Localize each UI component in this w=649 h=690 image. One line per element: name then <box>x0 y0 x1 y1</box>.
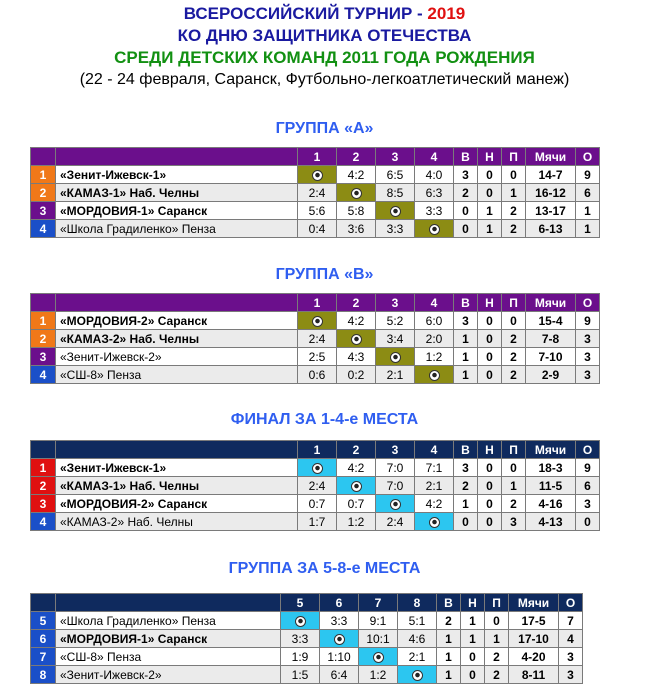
match-result: 0:7 <box>337 495 376 513</box>
losses-value: 2 <box>502 348 526 366</box>
header-wins: В <box>437 594 461 612</box>
self-match-cell <box>320 630 359 648</box>
match-result: 4:0 <box>415 166 454 184</box>
position-badge: 1 <box>31 459 56 477</box>
header-wins: В <box>454 294 478 312</box>
position-badge: 2 <box>31 477 56 495</box>
draws-value: 0 <box>478 184 502 202</box>
losses-value: 2 <box>502 220 526 238</box>
soccer-ball-icon <box>295 616 306 627</box>
goals-value: 7-10 <box>526 348 576 366</box>
header-losses: П <box>502 441 526 459</box>
wins-value: 1 <box>454 330 478 348</box>
soccer-ball-icon <box>412 670 423 681</box>
match-result: 3:6 <box>337 220 376 238</box>
header-goals: Мячи <box>509 594 559 612</box>
draws-value: 0 <box>461 666 485 684</box>
header-draws: Н <box>478 148 502 166</box>
soccer-ball-icon <box>373 652 384 663</box>
header-opponent: 2 <box>337 148 376 166</box>
header-goals: Мячи <box>526 148 576 166</box>
table-row <box>31 459 600 477</box>
self-match-cell <box>337 330 376 348</box>
table-row <box>31 166 600 184</box>
title-year: 2019 <box>427 4 466 23</box>
match-result: 2:4 <box>298 184 337 202</box>
team-name: «КАМАЗ-2» Наб. Челны <box>56 330 298 348</box>
points-value: 6 <box>576 477 600 495</box>
losses-value: 0 <box>485 612 509 630</box>
team-name: «Зенит-Ижевск-1» <box>56 166 298 184</box>
points-value: 6 <box>576 184 600 202</box>
draws-value: 0 <box>478 477 502 495</box>
match-result: 6:4 <box>320 666 359 684</box>
position-badge: 6 <box>31 630 56 648</box>
goals-value: 2-9 <box>526 366 576 384</box>
draws-value: 0 <box>461 648 485 666</box>
match-result: 1:5 <box>281 666 320 684</box>
match-result: 2:4 <box>298 477 337 495</box>
match-result: 2:1 <box>398 648 437 666</box>
team-name: «КАМАЗ-1» Наб. Челны <box>56 477 298 495</box>
wins-value: 1 <box>437 666 461 684</box>
goals-value: 4-20 <box>509 648 559 666</box>
match-result: 7:0 <box>376 459 415 477</box>
self-match-cell <box>376 202 415 220</box>
header-opponent: 2 <box>337 294 376 312</box>
goals-value: 14-7 <box>526 166 576 184</box>
table-row <box>31 513 600 531</box>
soccer-ball-icon <box>351 188 362 199</box>
header-draws: Н <box>478 294 502 312</box>
losses-value: 2 <box>502 202 526 220</box>
header-losses: П <box>485 594 509 612</box>
header-opponent: 3 <box>376 148 415 166</box>
wins-value: 0 <box>454 513 478 531</box>
self-match-cell <box>376 495 415 513</box>
draws-value: 0 <box>478 459 502 477</box>
points-value: 3 <box>576 348 600 366</box>
goals-value: 15-4 <box>526 312 576 330</box>
table-header-row <box>31 441 600 459</box>
match-result: 1:2 <box>415 348 454 366</box>
soccer-ball-icon <box>429 370 440 381</box>
draws-value: 1 <box>461 612 485 630</box>
wins-value: 1 <box>437 648 461 666</box>
soccer-ball-icon <box>312 170 323 181</box>
wins-value: 3 <box>454 312 478 330</box>
tournament-subtitle: КО ДНЮ ЗАЩИТНИКА ОТЕЧЕСТВА <box>177 26 472 45</box>
position-badge: 1 <box>31 312 56 330</box>
tournament-dates: (22 - 24 февраля, Саранск, Футбольно-легкоатлетический манеж) <box>79 71 570 88</box>
points-value: 3 <box>559 648 583 666</box>
points-value: 0 <box>576 513 600 531</box>
standings-table-4 <box>30 593 583 684</box>
position-badge: 2 <box>31 330 56 348</box>
soccer-ball-icon <box>390 206 401 217</box>
points-value: 9 <box>576 166 600 184</box>
draws-value: 0 <box>478 513 502 531</box>
match-result: 5:1 <box>398 612 437 630</box>
table-row <box>31 630 583 648</box>
team-name: «Зенит-Ижевск-1» <box>56 459 298 477</box>
position-badge: 2 <box>31 184 56 202</box>
header-opponent: 1 <box>298 294 337 312</box>
wins-value: 2 <box>454 477 478 495</box>
points-value: 7 <box>559 612 583 630</box>
self-match-cell <box>298 459 337 477</box>
header-opponent: 1 <box>298 441 337 459</box>
match-result: 1:2 <box>359 666 398 684</box>
position-badge: 3 <box>31 495 56 513</box>
match-result: 4:3 <box>337 348 376 366</box>
team-name: «МОРДОВИЯ-2» Саранск <box>56 312 298 330</box>
draws-value: 1 <box>461 630 485 648</box>
header-opponent: 6 <box>320 594 359 612</box>
match-result: 3:3 <box>281 630 320 648</box>
team-name: «МОРДОВИЯ-1» Саранск <box>56 630 281 648</box>
self-match-cell <box>337 477 376 495</box>
match-result: 0:7 <box>298 495 337 513</box>
goals-value: 17-5 <box>509 612 559 630</box>
header-draws: Н <box>461 594 485 612</box>
match-result: 2:4 <box>298 330 337 348</box>
table-header-row <box>31 594 583 612</box>
position-badge: 8 <box>31 666 56 684</box>
match-result: 9:1 <box>359 612 398 630</box>
draws-value: 0 <box>478 166 502 184</box>
wins-value: 1 <box>437 630 461 648</box>
match-result: 3:3 <box>320 612 359 630</box>
match-result: 7:1 <box>415 459 454 477</box>
header-draws: Н <box>478 441 502 459</box>
table-row <box>31 495 600 513</box>
group-title-2: ГРУППА «В» <box>275 266 374 283</box>
header-opponent: 2 <box>337 441 376 459</box>
soccer-ball-icon <box>429 517 440 528</box>
table-header-row <box>31 294 600 312</box>
header-opponent: 1 <box>298 148 337 166</box>
position-badge: 4 <box>31 366 56 384</box>
points-value: 3 <box>576 495 600 513</box>
table-row <box>31 612 583 630</box>
header-losses: П <box>502 148 526 166</box>
match-result: 3:3 <box>415 202 454 220</box>
draws-value: 0 <box>478 348 502 366</box>
header-goals: Мячи <box>526 294 576 312</box>
match-result: 5:2 <box>376 312 415 330</box>
losses-value: 3 <box>502 513 526 531</box>
header-opponent: 8 <box>398 594 437 612</box>
self-match-cell <box>398 666 437 684</box>
header-team <box>56 148 298 166</box>
goals-value: 18-3 <box>526 459 576 477</box>
match-result: 1:2 <box>337 513 376 531</box>
soccer-ball-icon <box>351 481 362 492</box>
match-result: 6:0 <box>415 312 454 330</box>
header-pos <box>31 294 56 312</box>
team-name: «МОРДОВИЯ-1» Саранск <box>56 202 298 220</box>
table-row <box>31 330 600 348</box>
wins-value: 1 <box>454 348 478 366</box>
match-result: 2:5 <box>298 348 337 366</box>
match-result: 2:1 <box>376 366 415 384</box>
self-match-cell <box>337 184 376 202</box>
team-name: «Зенит-Ижевск-2» <box>56 348 298 366</box>
points-value: 1 <box>576 220 600 238</box>
position-badge: 3 <box>31 348 56 366</box>
losses-value: 1 <box>502 184 526 202</box>
standings-table-1 <box>30 147 600 238</box>
table-row <box>31 648 583 666</box>
draws-value: 0 <box>478 495 502 513</box>
losses-value: 2 <box>502 366 526 384</box>
header-wins: В <box>454 148 478 166</box>
losses-value: 2 <box>485 666 509 684</box>
soccer-ball-icon <box>390 352 401 363</box>
position-badge: 1 <box>31 166 56 184</box>
header-points: О <box>576 294 600 312</box>
match-result: 7:0 <box>376 477 415 495</box>
position-badge: 5 <box>31 612 56 630</box>
goals-value: 7-8 <box>526 330 576 348</box>
header-opponent: 3 <box>376 441 415 459</box>
team-name: «МОРДОВИЯ-2» Саранск <box>56 495 298 513</box>
header-opponent: 4 <box>415 441 454 459</box>
goals-value: 4-16 <box>526 495 576 513</box>
goals-value: 17-10 <box>509 630 559 648</box>
header-goals: Мячи <box>526 441 576 459</box>
header-points: О <box>576 441 600 459</box>
table-row <box>31 348 600 366</box>
match-result: 4:2 <box>337 459 376 477</box>
header-pos <box>31 441 56 459</box>
table-row <box>31 184 600 202</box>
draws-value: 1 <box>478 202 502 220</box>
team-name: «СШ-8» Пенза <box>56 366 298 384</box>
losses-value: 2 <box>502 495 526 513</box>
table-row <box>31 477 600 495</box>
table-row <box>31 202 600 220</box>
header-points: О <box>576 148 600 166</box>
wins-value: 3 <box>454 459 478 477</box>
header-pos <box>31 594 56 612</box>
wins-value: 1 <box>454 366 478 384</box>
group-title-1: ГРУППА «А» <box>275 120 374 137</box>
self-match-cell <box>415 513 454 531</box>
goals-value: 4-13 <box>526 513 576 531</box>
self-match-cell <box>298 166 337 184</box>
tournament-title <box>0 3 649 25</box>
title-prefix: ВСЕРОССИЙСКИЙ ТУРНИР - <box>183 4 428 23</box>
team-name: «КАМАЗ-2» Наб. Челны <box>56 513 298 531</box>
self-match-cell <box>415 366 454 384</box>
group-title-3: ФИНАЛ ЗА 1-4-е МЕСТА <box>230 411 419 428</box>
match-result: 4:2 <box>415 495 454 513</box>
soccer-ball-icon <box>429 224 440 235</box>
header-opponent: 4 <box>415 294 454 312</box>
tournament-category: СРЕДИ ДЕТСКИХ КОМАНД 2011 ГОДА РОЖДЕНИЯ <box>114 48 535 67</box>
losses-value: 1 <box>485 630 509 648</box>
self-match-cell <box>359 648 398 666</box>
soccer-ball-icon <box>351 334 362 345</box>
position-badge: 7 <box>31 648 56 666</box>
header-team <box>56 441 298 459</box>
goals-value: 6-13 <box>526 220 576 238</box>
header-opponent: 4 <box>415 148 454 166</box>
points-value: 3 <box>576 330 600 348</box>
table-header-row <box>31 148 600 166</box>
position-badge: 4 <box>31 513 56 531</box>
losses-value: 0 <box>502 312 526 330</box>
match-result: 2:1 <box>415 477 454 495</box>
header-losses: П <box>502 294 526 312</box>
match-result: 4:2 <box>337 312 376 330</box>
match-result: 1:7 <box>298 513 337 531</box>
goals-value: 8-11 <box>509 666 559 684</box>
draws-value: 0 <box>478 330 502 348</box>
standings-table-3 <box>30 440 600 531</box>
team-name: «Школа Градиленко» Пенза <box>56 220 298 238</box>
match-result: 6:5 <box>376 166 415 184</box>
position-badge: 3 <box>31 202 56 220</box>
soccer-ball-icon <box>312 316 323 327</box>
self-match-cell <box>376 348 415 366</box>
header-opponent: 7 <box>359 594 398 612</box>
table-row <box>31 666 583 684</box>
match-result: 4:6 <box>398 630 437 648</box>
points-value: 3 <box>559 666 583 684</box>
header-wins: В <box>454 441 478 459</box>
points-value: 9 <box>576 459 600 477</box>
table-row <box>31 220 600 238</box>
wins-value: 2 <box>437 612 461 630</box>
self-match-cell <box>281 612 320 630</box>
losses-value: 2 <box>502 330 526 348</box>
header-points: О <box>559 594 583 612</box>
group-title-4: ГРУППА ЗА 5-8-е МЕСТА <box>228 560 421 577</box>
self-match-cell <box>415 220 454 238</box>
wins-value: 3 <box>454 166 478 184</box>
team-name: «СШ-8» Пенза <box>56 648 281 666</box>
header-team <box>56 294 298 312</box>
losses-value: 0 <box>502 459 526 477</box>
match-result: 2:4 <box>376 513 415 531</box>
match-result: 2:0 <box>415 330 454 348</box>
wins-value: 2 <box>454 184 478 202</box>
team-name: «Зенит-Ижевск-2» <box>56 666 281 684</box>
match-result: 1:9 <box>281 648 320 666</box>
losses-value: 1 <box>502 477 526 495</box>
header-opponent: 3 <box>376 294 415 312</box>
self-match-cell <box>298 312 337 330</box>
points-value: 1 <box>576 202 600 220</box>
match-result: 5:6 <box>298 202 337 220</box>
match-result: 4:2 <box>337 166 376 184</box>
soccer-ball-icon <box>334 634 345 645</box>
draws-value: 0 <box>478 366 502 384</box>
match-result: 0:6 <box>298 366 337 384</box>
wins-value: 0 <box>454 220 478 238</box>
team-name: «Школа Градиленко» Пенза <box>56 612 281 630</box>
match-result: 5:8 <box>337 202 376 220</box>
points-value: 9 <box>576 312 600 330</box>
match-result: 0:2 <box>337 366 376 384</box>
match-result: 1:10 <box>320 648 359 666</box>
losses-value: 2 <box>485 648 509 666</box>
header-team <box>56 594 281 612</box>
header-pos <box>31 148 56 166</box>
goals-value: 16-12 <box>526 184 576 202</box>
table-row <box>31 312 600 330</box>
wins-value: 0 <box>454 202 478 220</box>
position-badge: 4 <box>31 220 56 238</box>
losses-value: 0 <box>502 166 526 184</box>
wins-value: 1 <box>454 495 478 513</box>
draws-value: 1 <box>478 220 502 238</box>
soccer-ball-icon <box>390 499 401 510</box>
soccer-ball-icon <box>312 463 323 474</box>
goals-value: 11-5 <box>526 477 576 495</box>
standings-table-2 <box>30 293 600 384</box>
match-result: 0:4 <box>298 220 337 238</box>
match-result: 6:3 <box>415 184 454 202</box>
match-result: 8:5 <box>376 184 415 202</box>
match-result: 3:3 <box>376 220 415 238</box>
match-result: 3:4 <box>376 330 415 348</box>
points-value: 3 <box>576 366 600 384</box>
draws-value: 0 <box>478 312 502 330</box>
table-row <box>31 366 600 384</box>
header-opponent: 5 <box>281 594 320 612</box>
goals-value: 13-17 <box>526 202 576 220</box>
points-value: 4 <box>559 630 583 648</box>
match-result: 10:1 <box>359 630 398 648</box>
team-name: «КАМАЗ-1» Наб. Челны <box>56 184 298 202</box>
